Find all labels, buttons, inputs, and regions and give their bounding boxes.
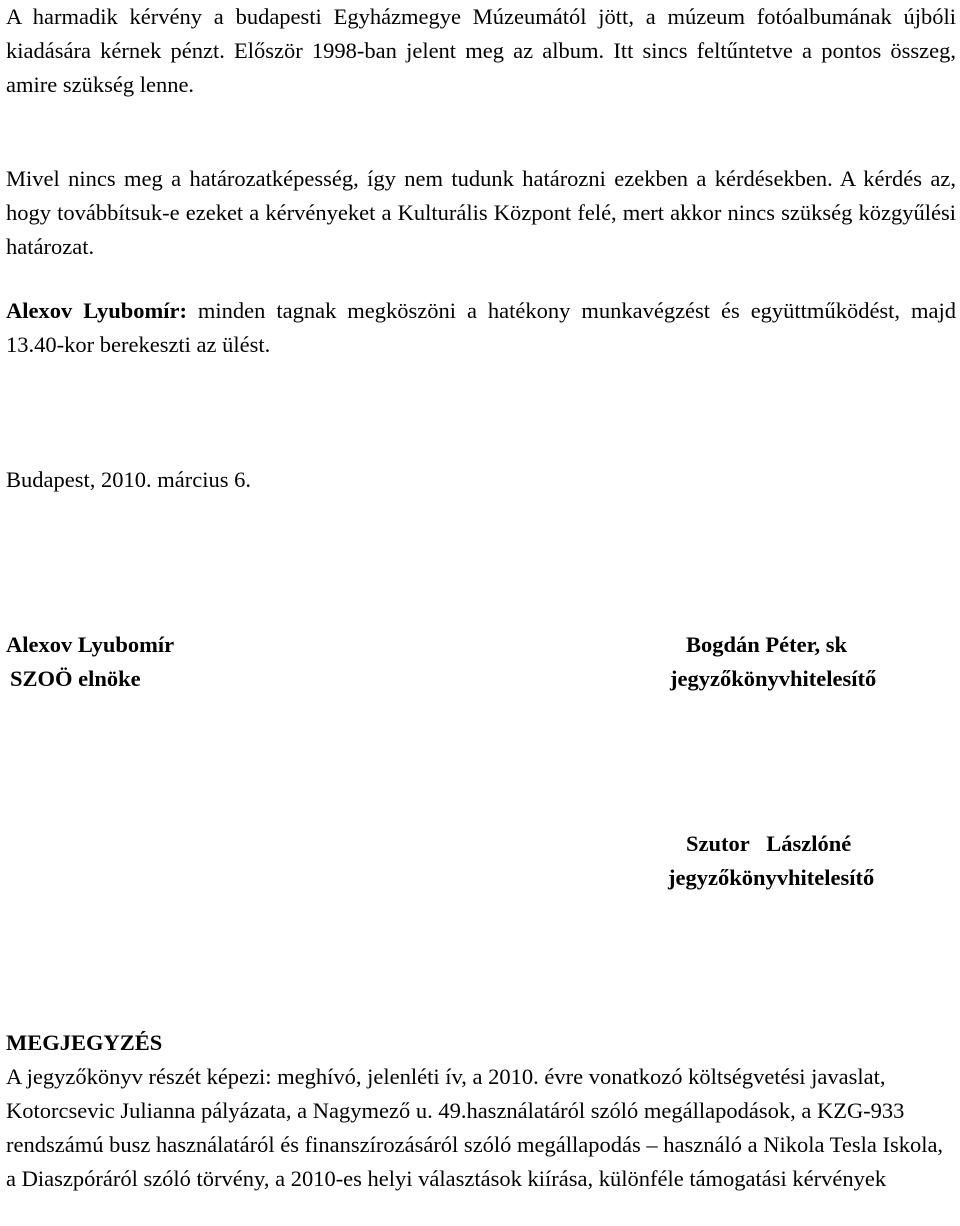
place-date: Budapest, 2010. március 6. xyxy=(6,467,251,492)
closing-text: minden tagnak megköszöni a hatékony munkavégzést és együttműködést, majd 13.40-kor berekeszti az ülést. xyxy=(6,298,956,357)
signatory-role: SZOÖ elnöke xyxy=(10,666,141,691)
signatory-name: Alexov Lyubomír xyxy=(6,632,175,657)
signature-block-president xyxy=(6,628,174,696)
paragraph-quorum: Mivel nincs meg a határozatképesség, így nem tudunk határozni ezekben a kérdésekben. A kérdés az, hogy továbbítsuk-e ezeket a kérvényeket a Kulturális Központ felé, mert akkor nincs szükség közgyűlési határozat. xyxy=(6,166,956,259)
signatory-name: Szutor Lászlóné xyxy=(686,831,852,856)
paragraph-museum-request: A harmadik kérvény a budapesti Egyházmegye Múzeumától jött, a múzeum fotóalbumának újbóli kiadására kérnek pénzt. Először 1998-ban jelent meg az album. Itt sincs feltűntetve a pontos összeg, amire szükség lenne. xyxy=(6,4,956,97)
signatory-name: Bogdán Péter, sk xyxy=(686,632,848,657)
notes-heading: MEGJEGYZÉS xyxy=(6,1030,163,1055)
signature-block-authenticator-1 xyxy=(670,628,876,696)
paragraph-closing xyxy=(6,294,956,362)
signature-block-authenticator-2 xyxy=(668,827,874,895)
signatory-role: jegyzőkönyvhitelesítő xyxy=(670,666,877,691)
notes-body: A jegyzőkönyv részét képezi: meghívó, jelenléti ív, a 2010. évre vonatkozó költségvetési javaslat, Kotorcsevic Julianna pályázata, a Nagymező u. 49.használatáról szóló megállapodások, a KZG-933 rendszámú busz használatáról és finanszírozásáról szóló megállapodás – használó a Nikola Tesla Iskola, a Diaszpóráról szóló törvény, a 2010-es helyi választások kiírása, különféle támogatási kérvények xyxy=(6,1064,944,1191)
signatory-role: jegyzőkönyvhitelesítő xyxy=(668,865,875,890)
speaker-name: Alexov Lyubomír: xyxy=(6,298,187,323)
